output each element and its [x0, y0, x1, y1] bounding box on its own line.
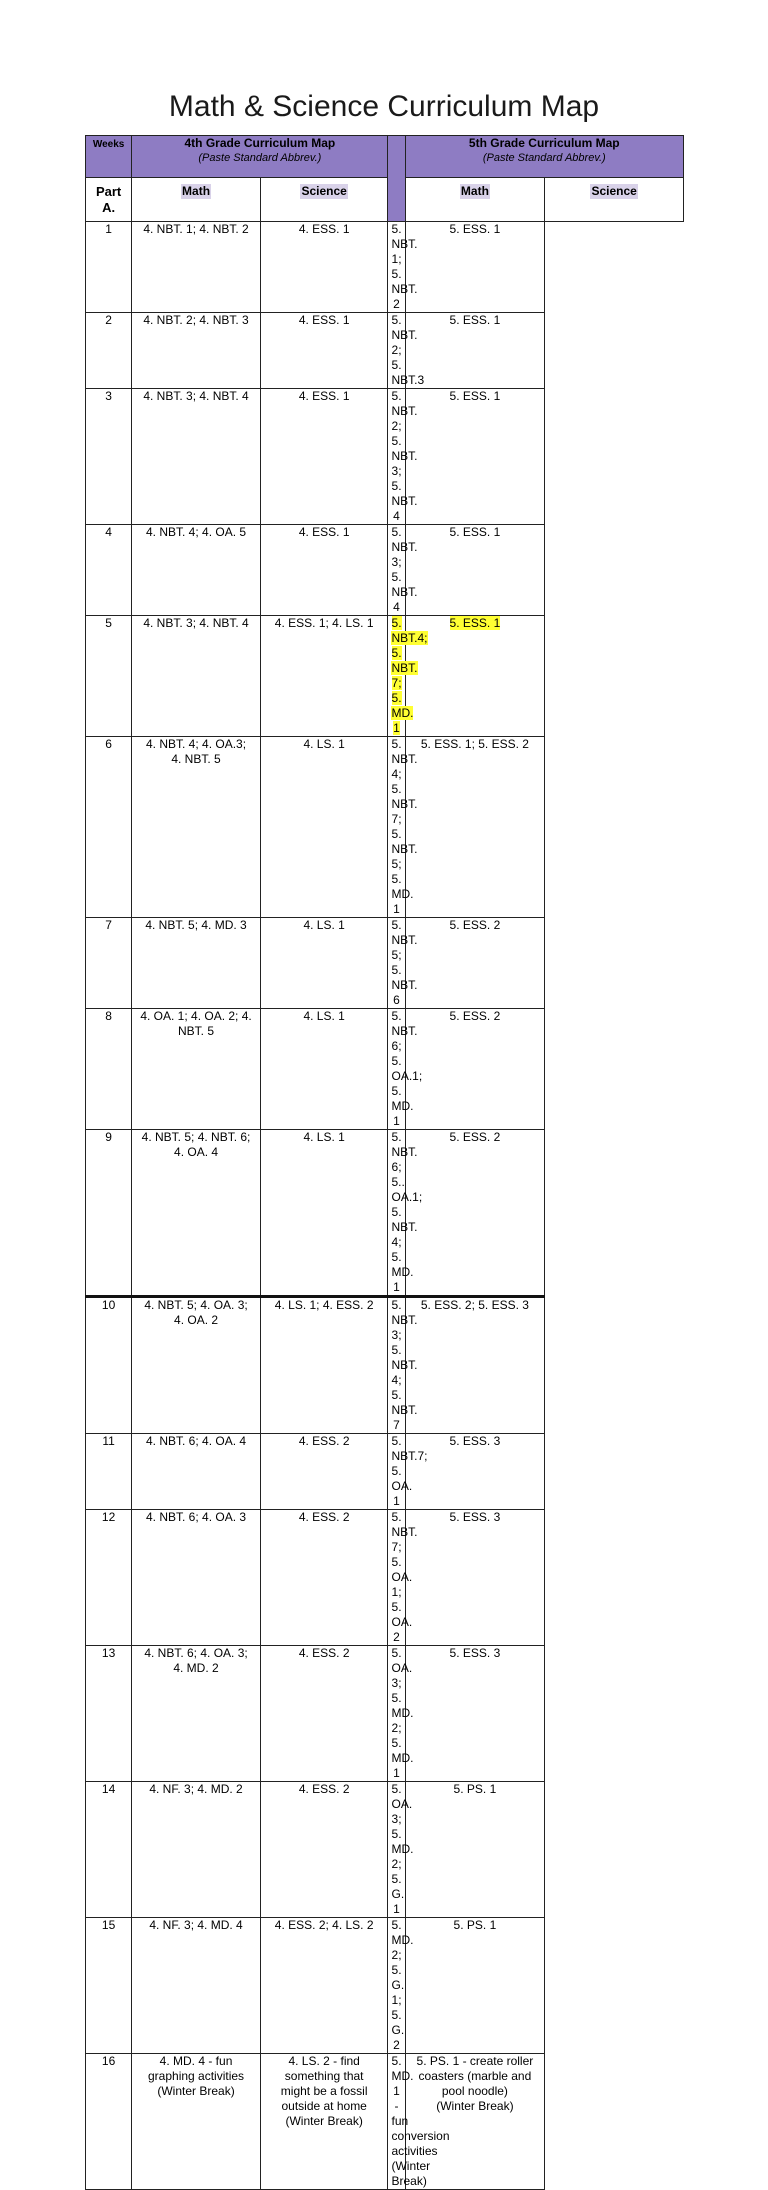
grade4-math-cell: 4. NBT. 4; 4. OA. 5 — [132, 525, 261, 616]
grade5-math-cell: 5. NBT. 3; 5. NBT. 4 — [388, 525, 405, 616]
grade5-science-cell: 5. ESS. 2 — [405, 918, 545, 1009]
table-row — [86, 222, 684, 313]
grade5-title: 5th Grade Curriculum Map — [468, 136, 620, 150]
table-row — [86, 918, 684, 1009]
grade4-math-cell: 4. MD. 4 - fun graphing activities (Winter Break) — [132, 2054, 261, 2190]
grade4-math-cell: 4. NF. 3; 4. MD. 4 — [132, 1918, 261, 2054]
grade5-science-cell: 5. ESS. 1 — [405, 389, 545, 525]
grade5-math-cell: 5. NBT. 3; 5. NBT. 4; 5. NBT. 7 — [388, 1297, 405, 1434]
week-cell: 4 — [86, 525, 132, 616]
table-row — [86, 389, 684, 525]
grade4-math-cell: 4. NBT. 6; 4. OA. 3; 4. MD. 2 — [132, 1646, 261, 1782]
week-cell: 1 — [86, 222, 132, 313]
week-cell: 3 — [86, 389, 132, 525]
table-row — [86, 313, 684, 389]
table-row — [86, 1918, 684, 2054]
grade4-math-cell: 4. NBT. 6; 4. OA. 3 — [132, 1510, 261, 1646]
grade5-math-cell: 5. NBT. 6; 5. OA.1; 5. MD. 1 — [388, 1009, 405, 1130]
grade5-math-cell: 5. NBT. 6; 5.. OA.1; 5. NBT. 4; 5. MD. 1 — [388, 1130, 405, 1297]
curriculum-table — [85, 135, 684, 2190]
grade5-science-cell: 5. PS. 1 — [405, 1782, 545, 1918]
grade5-science-cell: 5. ESS. 1 — [405, 222, 545, 313]
page-title: Math & Science Curriculum Map — [168, 90, 600, 123]
grade5-math-cell — [388, 616, 428, 737]
grade4-science-cell: 4. LS. 1 — [260, 737, 388, 918]
table-row — [86, 1009, 684, 1130]
grade4-math-cell: 4. OA. 1; 4. OA. 2; 4. NBT. 5 — [132, 1009, 261, 1130]
grade5-math-cell: 5. NBT. 1; 5. NBT. 2 — [388, 222, 405, 313]
week-cell: 11 — [86, 1434, 132, 1510]
grade4-science-cell: 4. LS. 1 — [260, 918, 388, 1009]
grade4-math-cell: 4. NBT. 3; 4. NBT. 4 — [132, 616, 261, 737]
grade4-math-cell: 4. NBT. 5; 4. MD. 3 — [132, 918, 261, 1009]
grade5-header — [405, 136, 683, 178]
grade5-science-cell: 5. ESS. 3 — [405, 1434, 545, 1510]
table-row — [86, 1130, 684, 1297]
grade4-math-header: Math — [132, 178, 261, 222]
week-cell: 5 — [86, 616, 132, 737]
week-cell: 14 — [86, 1782, 132, 1918]
grade5-math-cell: 5. NBT. 2; 5. NBT. 3; 5. NBT. 4 — [388, 389, 405, 525]
grade5-math-cell: 5. MD. 2; 5. G. 1; 5. G. 2 — [388, 1918, 405, 2054]
table-row — [86, 1297, 684, 1434]
grade4-header — [132, 136, 388, 178]
subheader-row — [86, 178, 684, 222]
grade5-science-cell: 5. ESS. 1; 5. ESS. 2 — [405, 737, 545, 918]
grade5-science-cell: 5. ESS. 2 — [405, 1009, 545, 1130]
week-cell: 6 — [86, 737, 132, 918]
grade4-math-cell: 4. NBT. 5; 4. NBT. 6; 4. OA. 4 — [132, 1130, 261, 1297]
grade4-math-cell: 4. NBT. 3; 4. NBT. 4 — [132, 389, 261, 525]
grade5-math-cell: 5. OA. 3; 5. MD. 2; 5. MD. 1 — [388, 1646, 405, 1782]
grade4-science-cell: 4. ESS. 2 — [260, 1782, 388, 1918]
grade4-math-cell: 4. NBT. 1; 4. NBT. 2 — [132, 222, 261, 313]
week-cell: 10 — [86, 1297, 132, 1434]
table-row — [86, 525, 684, 616]
week-cell: 2 — [86, 313, 132, 389]
grade4-science-cell: 4. ESS. 1 — [260, 389, 388, 525]
grade5-math-cell: 5. NBT. 4; 5. NBT. 7; 5. NBT. 5; 5. MD. 1 — [388, 737, 405, 918]
weeks-header: Weeks — [86, 136, 132, 178]
highlighted-text: 5. NBT.4; 5. NBT. 7; 5. MD. 1 — [391, 616, 428, 735]
grade5-math-cell: 5. NBT. 2; 5. NBT.3 — [388, 313, 405, 389]
grade5-science-cell: 5. ESS. 3 — [405, 1646, 545, 1782]
grade5-science-cell: 5. ESS. 2; 5. ESS. 3 — [405, 1297, 545, 1434]
grade5-science-cell: 5. PS. 1 — [405, 1918, 545, 2054]
grade5-math-cell: 5. NBT.7; 5. OA. 1 — [388, 1434, 405, 1510]
grade4-math-cell: 4. NBT. 6; 4. OA. 4 — [132, 1434, 261, 1510]
header-row — [86, 136, 684, 178]
part-label: Part A. — [86, 178, 132, 222]
grade4-science-cell: 4. ESS. 2 — [260, 1646, 388, 1782]
table-row — [86, 1510, 684, 1646]
table-row — [86, 1782, 684, 1918]
highlighted-text: 5. ESS. 1 — [449, 616, 501, 630]
week-cell: 16 — [86, 2054, 132, 2190]
grade4-science-cell: 4. ESS. 1; 4. LS. 1 — [260, 616, 388, 737]
grade4-science-cell: 4. LS. 1 — [260, 1130, 388, 1297]
grade5-science-cell: 5. ESS. 1 — [405, 313, 545, 389]
week-cell: 13 — [86, 1646, 132, 1782]
week-cell: 8 — [86, 1009, 132, 1130]
grade4-science-cell: 4. LS. 2 - find something that might be a fossil outside at home (Winter Break) — [260, 2054, 388, 2190]
grade4-math-cell: 4. NBT. 5; 4. OA. 3; 4. OA. 2 — [132, 1297, 261, 1434]
grade4-science-cell: 4. ESS. 2; 4. LS. 2 — [260, 1918, 388, 2054]
grade5-math-cell: 5. NBT. 7; 5. OA. 1; 5. OA. 2 — [388, 1510, 405, 1646]
table-row — [86, 1434, 684, 1510]
grade5-science-cell: 5. ESS. 2 — [405, 1130, 545, 1297]
grade4-science-cell: 4. ESS. 2 — [260, 1434, 388, 1510]
grade5-science-cell: 5. ESS. 3 — [405, 1510, 545, 1646]
grade5-science-header: Science — [545, 178, 684, 222]
grade4-science-cell: 4. LS. 1 — [260, 1009, 388, 1130]
grade4-title: 4th Grade Curriculum Map — [184, 136, 336, 150]
table-row — [86, 616, 684, 737]
column-separator — [388, 136, 405, 222]
grade4-math-cell: 4. NF. 3; 4. MD. 2 — [132, 1782, 261, 1918]
week-cell: 15 — [86, 1918, 132, 2054]
grade4-subtitle: (Paste Standard Abbrev.) — [198, 152, 322, 164]
grade5-math-cell: 5. MD. 1 - fun conversion activities (Winter Break) — [388, 2054, 405, 2190]
grade4-science-cell: 4. ESS. 1 — [260, 313, 388, 389]
grade5-math-header: Math — [405, 178, 545, 222]
week-cell: 9 — [86, 1130, 132, 1297]
grade4-math-cell: 4. NBT. 4; 4. OA.3; 4. NBT. 5 — [132, 737, 261, 918]
grade5-science-cell: 5. PS. 1 - create roller coasters (marble and pool noodle) (Winter Break) — [405, 2054, 545, 2190]
week-cell: 12 — [86, 1510, 132, 1646]
grade5-math-cell: 5. NBT. 5; 5. NBT. 6 — [388, 918, 405, 1009]
table-row — [86, 737, 684, 918]
grade4-math-cell: 4. NBT. 2; 4. NBT. 3 — [132, 313, 261, 389]
table-row — [86, 1646, 684, 1782]
grade4-science-cell: 4. ESS. 2 — [260, 1510, 388, 1646]
grade5-subtitle: (Paste Standard Abbrev.) — [482, 152, 606, 164]
week-cell: 7 — [86, 918, 132, 1009]
grade4-science-cell: 4. ESS. 1 — [260, 222, 388, 313]
grade5-science-cell: 5. ESS. 1 — [405, 525, 545, 616]
grade5-math-cell: 5. OA. 3; 5. MD. 2; 5. G. 1 — [388, 1782, 405, 1918]
grade4-science-cell: 4. ESS. 1 — [260, 525, 388, 616]
table-row — [86, 2054, 684, 2190]
grade4-science-cell: 4. LS. 1; 4. ESS. 2 — [260, 1297, 388, 1434]
grade4-science-header: Science — [260, 178, 388, 222]
